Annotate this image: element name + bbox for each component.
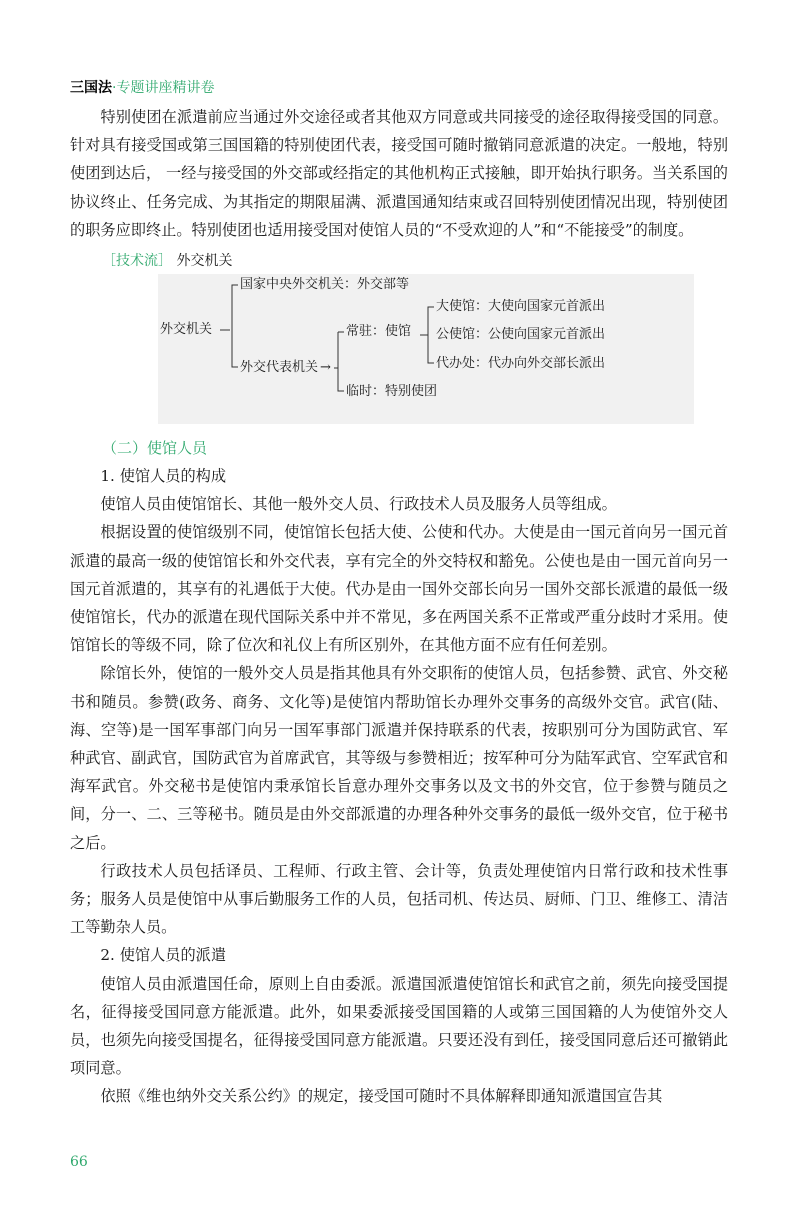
paragraph: 除馆长外，使馆的一般外交人员是指其他具有外交职衔的使馆人员，包括参赞、武官、外交秘书和随员。参赞(政务、商务、文化等)是使馆内帮助馆长办理外交事务的高级外交官。武官(陆、海、空等)是一国军事部门向另一国军事部门派遣并保持联系的代表，按职别可分为国防武官、军种武官、副武官，国防武官为首席武官，其等级与参赞相近；按军种可分为陆军武官、空军武官和海军武官。外交秘书是使馆内秉承馆长旨意办理外交事务以及文书的外交官，位于参赞与随员之间，分一、二、三等秘书。随员是由外交部派遣的办理各种外交事务的最低一级外交官，位于秘书之后。 bbox=[70, 664, 728, 852]
diagram-arrow: → bbox=[320, 360, 331, 376]
tech-tag: ［技术流］ bbox=[102, 253, 172, 270]
subsection-heading: 1. 使馆人员的构成 bbox=[100, 467, 227, 486]
paragraph: 使馆人员由使馆馆长、其他一般外交人员、行政技术人员及服务人员等组成。 bbox=[100, 495, 617, 514]
diagram-caption bbox=[102, 248, 728, 274]
diagram-node-minister: 公使馆：公使向国家元首派出 bbox=[436, 327, 606, 343]
diagram-node-central: 国家中央外交机关：外交部等 bbox=[240, 277, 410, 293]
diagram-title: 外交机关 bbox=[176, 253, 233, 270]
paragraph: 特别使团在派遣前应当通过外交途径或者其他双方同意或共同接受的途径取得接受国的同意。针对具有接受国或第三国国籍的特别使团代表，接受国可随时撤销同意派遣的决定。一般地，特别使团到达后， 一经与接受国的外交部或经指定的其他机构正式接触，即开始执行职务。当关系国的协议终止、任务完成、为其指定的期限届满、派遣国通知结束或召回特别使团情况出现，特别使团的职务应即终止。特别使团也适用接受国对使馆人员的“不受欢迎的人”和“不能接受”的制度。 bbox=[70, 108, 728, 239]
subsection-heading: 2. 使馆人员的派遣 bbox=[100, 946, 227, 965]
section-heading: （二）使馆人员 bbox=[102, 439, 208, 458]
volume-subtitle: ·专题讲座精讲卷 bbox=[112, 80, 215, 96]
running-header bbox=[70, 77, 214, 97]
page-number: 66 bbox=[70, 1154, 88, 1170]
page-body bbox=[70, 103, 728, 1111]
foreign-affairs-organs-diagram bbox=[158, 274, 694, 424]
paragraph: 使馆人员由派遣国任命，原则上自由委派。派遣国派遣使馆馆长和武官之前，须先向接受国提名，征得接受国同意方能派遣。此外，如果委派接受国国籍的人或第三国国籍的人为使馆外交人员，也须先向接受国提名，征得接受国同意方能派遣。只要还没有到任，接受国同意后还可撤销此项同意。 bbox=[70, 974, 728, 1078]
diagram-node-ambassador: 大使馆：大使向国家元首派出 bbox=[436, 299, 606, 315]
diagram-node-rep: 外交代表机关 bbox=[240, 360, 319, 376]
diagram-connectors bbox=[158, 274, 694, 424]
paragraph: 依照《维也纳外交关系公约》的规定，接受国可随时不具体解释即通知派遣国宣告其 bbox=[100, 1087, 663, 1106]
diagram-node-root: 外交机关 bbox=[160, 322, 213, 338]
paragraph: 行政技术人员包括译员、工程师、行政主管、会计等，负责处理使馆内日常行政和技术性事务；服务人员是使馆中从事后勤服务工作的人员，包括司机、传达员、厨师、门卫、维修工、清洁工等勤杂人员。 bbox=[70, 861, 728, 937]
diagram-node-temporary: 临时：特别使团 bbox=[346, 384, 438, 400]
series-title: 三国法 bbox=[70, 80, 112, 96]
diagram-node-permanent: 常驻：使馆 bbox=[346, 324, 412, 340]
paragraph: 根据设置的使馆级别不同，使馆馆长包括大使、公使和代办。大使是由一国元首向另一国元首派遣的最高一级的使馆馆长和外交代表，享有完全的外交特权和豁免。公使也是由一国元首向另一国元首派遣的，其享有的礼遇低于大使。代办是由一国外交部长向另一国外交部长派遣的最低一级使馆馆长，代办的派遣在现代国际关系中并不常见，多在两国关系不正常或严重分歧时才采用。使馆馆长的等级不同，除了位次和礼仪上有所区别外，在其他方面不应有任何差别。 bbox=[70, 523, 728, 655]
diagram-node-charge: 代办处：代办向外交部长派出 bbox=[436, 356, 606, 372]
